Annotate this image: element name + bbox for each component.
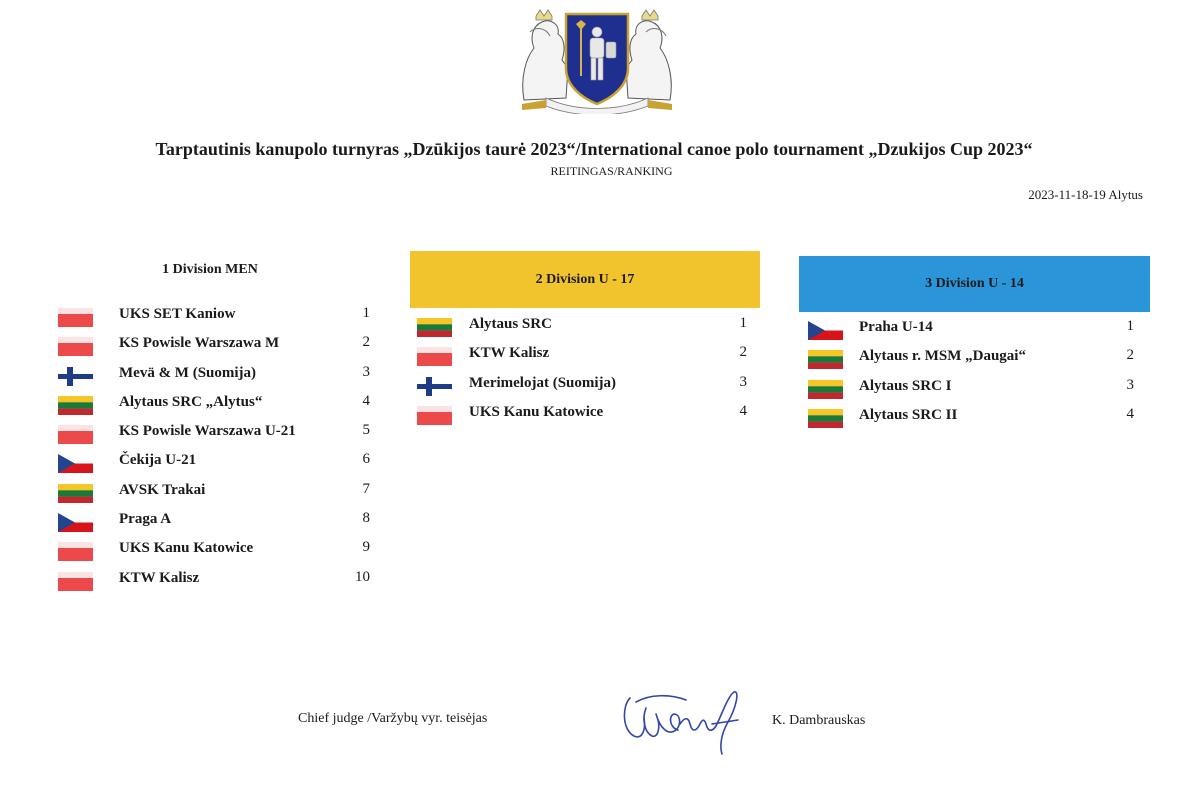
poland-flag-icon (417, 406, 452, 425)
team-rank: 2 (1126, 347, 1134, 364)
team-rank: 5 (362, 422, 370, 439)
team-rank: 3 (739, 373, 747, 390)
team-name: Alytaus SRC (469, 316, 552, 332)
lithuania-flag-icon (58, 484, 93, 503)
team-rank: 2 (739, 344, 747, 361)
team-name: KS Powisle Warszawa U-21 (119, 423, 296, 440)
chief-judge-label: Chief judge /Varžybų vyr. teisėjas (298, 711, 488, 726)
team-rank: 10 (355, 568, 370, 585)
team-rank: 4 (1126, 405, 1134, 422)
team-name: UKS Kanu Katowice (469, 403, 604, 420)
chief-judge-name: K. Dambrauskas (772, 713, 866, 728)
lithuania-flag-icon (808, 350, 843, 369)
lithuania-flag-icon (58, 396, 93, 415)
team-name: UKS Kanu Katowice (119, 540, 254, 557)
team-rank: 4 (739, 402, 747, 419)
lithuania-flag-icon (808, 380, 843, 399)
lithuania-flag-icon (417, 318, 452, 337)
poland-flag-icon (417, 347, 452, 366)
team-name: Praha U-14 (859, 319, 933, 335)
team-rank: 7 (362, 480, 370, 497)
team-rank: 6 (362, 451, 370, 468)
team-name: KTW Kalisz (469, 345, 550, 362)
finland-flag-icon (58, 367, 93, 386)
team-rank: 3 (362, 363, 370, 380)
czech-flag-icon (58, 513, 93, 532)
team-name: Čekija U-21 (119, 452, 197, 469)
czech-flag-icon (808, 321, 843, 340)
team-name: Alytaus r. MSM „Daugai“ (859, 348, 1026, 365)
team-rank: 1 (1126, 318, 1134, 334)
division-2-header: 2 Division U - 17 (410, 251, 760, 308)
team-name: Praga A (119, 511, 172, 528)
team-rank: 1 (362, 305, 370, 321)
czech-flag-icon (58, 454, 93, 473)
page-title: Tarptautinis kanupolo turnyras „Dzūkijos taurė 2023“/International canoe polo tournament „Dzukijos Cup 2023“ (155, 139, 1033, 159)
team-name: KS Powisle Warszawa M (119, 335, 280, 352)
poland-flag-icon (58, 572, 93, 591)
team-name: UKS SET Kaniow (119, 306, 236, 322)
lithuania-flag-icon (808, 409, 843, 428)
team-rank: 9 (362, 539, 370, 556)
finland-flag-icon (417, 377, 452, 396)
team-name: Alytaus SRC I (859, 377, 952, 394)
date-place: 2023-11-18-19 Alytus (1028, 187, 1143, 202)
team-rank: 3 (1126, 376, 1134, 393)
team-name: Merimelojat (Suomija) (469, 374, 617, 391)
poland-flag-icon (58, 337, 93, 356)
team-name: AVSK Trakai (119, 481, 206, 498)
division-3-header: 3 Division U - 14 (799, 256, 1150, 312)
page-subtitle: REITINGAS/RANKING (550, 164, 673, 178)
team-name: Mevä & M (Suomija) (119, 364, 257, 381)
division-1-header: 1 Division MEN (162, 262, 258, 277)
team-rank: 1 (739, 315, 747, 331)
team-rank: 2 (362, 334, 370, 351)
team-rank: 4 (362, 392, 370, 409)
team-name: Alytaus SRC II (859, 406, 958, 423)
team-name: KTW Kalisz (119, 569, 200, 586)
poland-flag-icon (58, 425, 93, 444)
team-rank: 8 (362, 510, 370, 527)
signature-image (616, 684, 744, 756)
poland-flag-icon (58, 308, 93, 327)
team-name: Alytaus SRC „Alytus“ (119, 393, 263, 410)
poland-flag-icon (58, 542, 93, 561)
coat-of-arms-logo (516, 8, 678, 114)
